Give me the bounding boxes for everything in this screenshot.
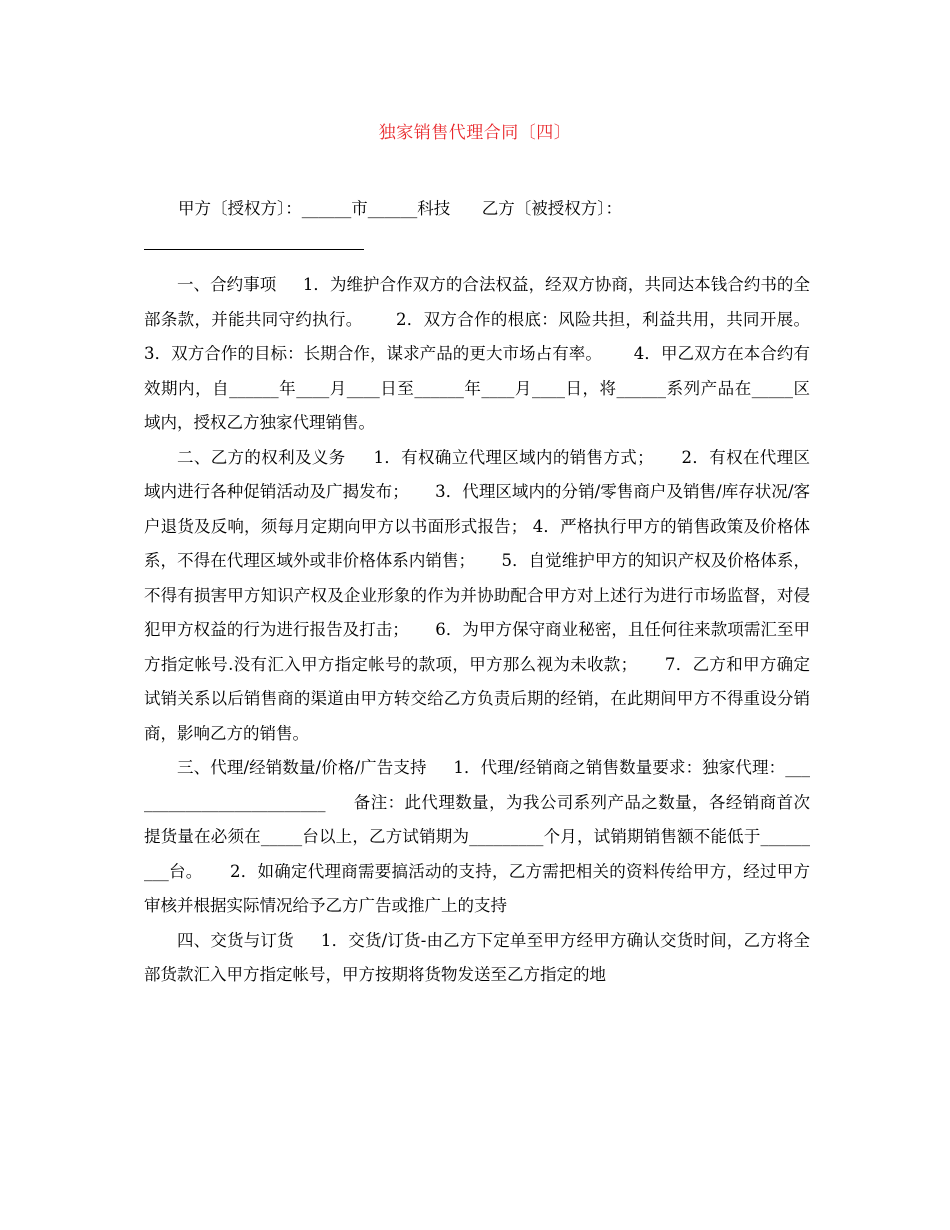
- section-1-paragraph: 一、合约事项 1．为维护合作双方的合法权益，经双方协商，共同达本钱合约书的全部条款，并能共同守约执行。 2．双方合作的根底：风险共担，利益共用，共同开展。 3．双方合作的目标：长期合作，谋求产品的更大市场占有率。 4．甲乙双方在本合约有效期内，自______年____月____日至______年____月____日，将______系列产品在_____区域内，授权乙方独家代理销售。: [144, 275, 842, 432]
- contract-body: [144, 268, 842, 993]
- parties-line-text: 甲方〔授权方〕：______市______科技 乙方〔被授权方〕：: [178, 199, 622, 218]
- section-4-paragraph: 四、交货与订货 1．交货/订货-由乙方下定单至甲方经甲方确认交货时间，乙方将全部货款汇入甲方指定帐号，甲方按期将货物发送至乙方指定的地: [144, 930, 810, 984]
- section-3-paragraph: 三、代理/经销数量/价格/广告支持 1．代理/经销商之销售数量要求：独家代理：_________________________ 备注：此代理数量，为我公司系列产品之数量，各经销商首次提货量在必须在_____台以上，乙方试销期为_________个月，试销期销售额不能低于_________台。 2．如确定代理商需要搞活动的支持，乙方需把相关的资料传给甲方，经过甲方审核并根据实际情况给予乙方广告或推广上的支持: [144, 758, 810, 915]
- section-2-paragraph: 二、乙方的权利及义务 1．有权确立代理区域内的销售方式； 2．有权在代理区域内进行各种促销活动及广揭发布； 3．代理区域内的分销/零售商户及销售/库存状况/客户退货及反响，须每月定期向甲方以书面形式报告； 4．严格执行甲方的销售政策及价格体系，不得在代理区域外或非价格体系内销售； 5．自觉维护甲方的知识产权及价格体系，不得有损害甲方知识产权及企业形象的作为并协助配合甲方对上述行为进行市场监督，对侵犯甲方权益的行为进行报告及打击； 6．为甲方保守商业秘密，且任何往来款项需汇至甲方指定帐号.没有汇入甲方指定帐号的款项，甲方那么视为未收款； 7．乙方和甲方确定试销关系以后销售商的渠道由甲方转交给乙方负责后期的经销，在此期间甲方不得重设分销商，影响乙方的销售。: [144, 447, 810, 743]
- signature-underline: [144, 249, 364, 250]
- page-title: 独家销售代理合同〔四〕: [378, 123, 572, 143]
